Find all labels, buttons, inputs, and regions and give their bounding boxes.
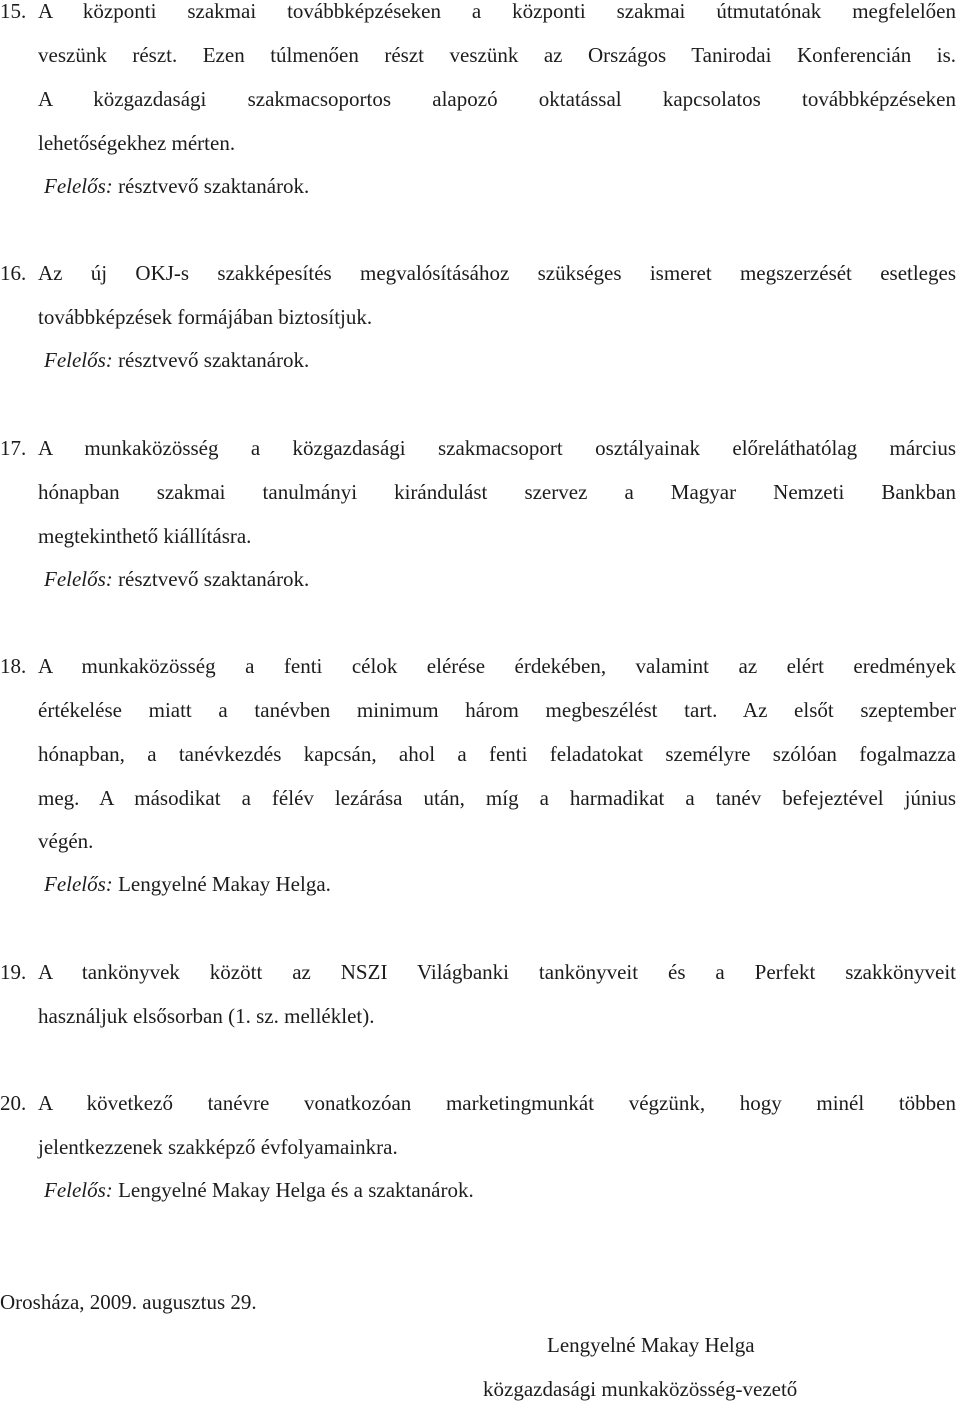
item-line [0, 258, 956, 288]
item-line: használjuk elsősorban (1. sz. melléklet). [38, 1004, 375, 1028]
responsible-value: résztvevő szaktanárok. [118, 174, 310, 198]
responsible-value: résztvevő szaktanárok. [118, 567, 310, 591]
item-line [0, 957, 956, 987]
item-line: jelentkezzenek szakképző évfolyamainkra. [38, 1135, 398, 1159]
item-line [0, 651, 956, 681]
item-text: A munkaközösség a fenti célok elérése érdekében, valamint az elért eredmények [38, 654, 956, 678]
item-line: hónapban, a tanévkezdés kapcsán, ahol a fenti feladatokat személyre szólóan fogalmazza [38, 742, 956, 766]
signer-title: közgazdasági munkaközösség-vezető [483, 1377, 798, 1401]
item-line: megtekinthető kiállításra. [38, 524, 252, 548]
item-line: lehetőségekhez mérten. [38, 131, 236, 155]
signer-name: Lengyelné Makay Helga [547, 1333, 755, 1357]
item-line: értékelése miatt a tanévben minimum három megbeszélést tart. Az elsőt szeptember [38, 698, 956, 722]
responsible-label: Felelős: [44, 872, 113, 896]
item-number: 19. [0, 960, 27, 984]
item-text: A központi szakmai továbbképzéseken a központi szakmai útmutatónak megfelelően [38, 0, 956, 23]
responsible-value: Lengyelné Makay Helga. [118, 872, 331, 896]
item-line: végén. [38, 829, 94, 853]
responsible-value: résztvevő szaktanárok. [118, 348, 310, 372]
item-text: A tankönyvek között az NSZI Világbanki tankönyveit és a Perfekt szakkönyveit [38, 960, 956, 984]
item-line: hónapban szakmai tanulmányi kirándulást szervez a Magyar Nemzeti Bankban [38, 480, 956, 504]
responsible-label: Felelős: [44, 174, 113, 198]
item-line [0, 433, 956, 463]
item-line [0, 1088, 956, 1118]
item-number: 18. [0, 654, 27, 678]
item-number: 20. [0, 1091, 27, 1115]
item-text: A következő tanévre vonatkozóan marketingmunkát végzünk, hogy minél többen [38, 1091, 956, 1115]
responsible-line [44, 564, 309, 594]
responsible-line [44, 171, 309, 201]
item-line: A közgazdasági szakmacsoportos alapozó oktatással kapcsolatos továbbképzéseken [38, 87, 956, 111]
responsible-label: Felelős: [44, 567, 113, 591]
item-number: 17. [0, 436, 27, 460]
responsible-value: Lengyelné Makay Helga és a szaktanárok. [118, 1178, 474, 1202]
item-line: meg. A másodikat a félév lezárása után, míg a harmadikat a tanév befejeztével június [38, 786, 956, 810]
item-line: továbbképzések formájában biztosítjuk. [38, 305, 373, 329]
item-text: Az új OKJ-s szakképesítés megvalósításához szükséges ismeret megszerzését esetleges [38, 261, 956, 285]
responsible-line [44, 869, 331, 899]
responsible-label: Felelős: [44, 348, 113, 372]
item-number: 16. [0, 261, 27, 285]
responsible-line [44, 1175, 474, 1205]
place-date: Orosháza, 2009. augusztus 29. [0, 1290, 257, 1314]
item-line [0, 0, 956, 26]
responsible-line [44, 345, 309, 375]
responsible-label: Felelős: [44, 1178, 113, 1202]
item-text: A munkaközösség a közgazdasági szakmacsoport osztályainak előreláthatólag március [38, 436, 956, 460]
item-line: veszünk részt. Ezen túlmenően részt veszünk az Országos Tanirodai Konferencián is. [38, 43, 956, 67]
item-number: 15. [0, 0, 27, 23]
